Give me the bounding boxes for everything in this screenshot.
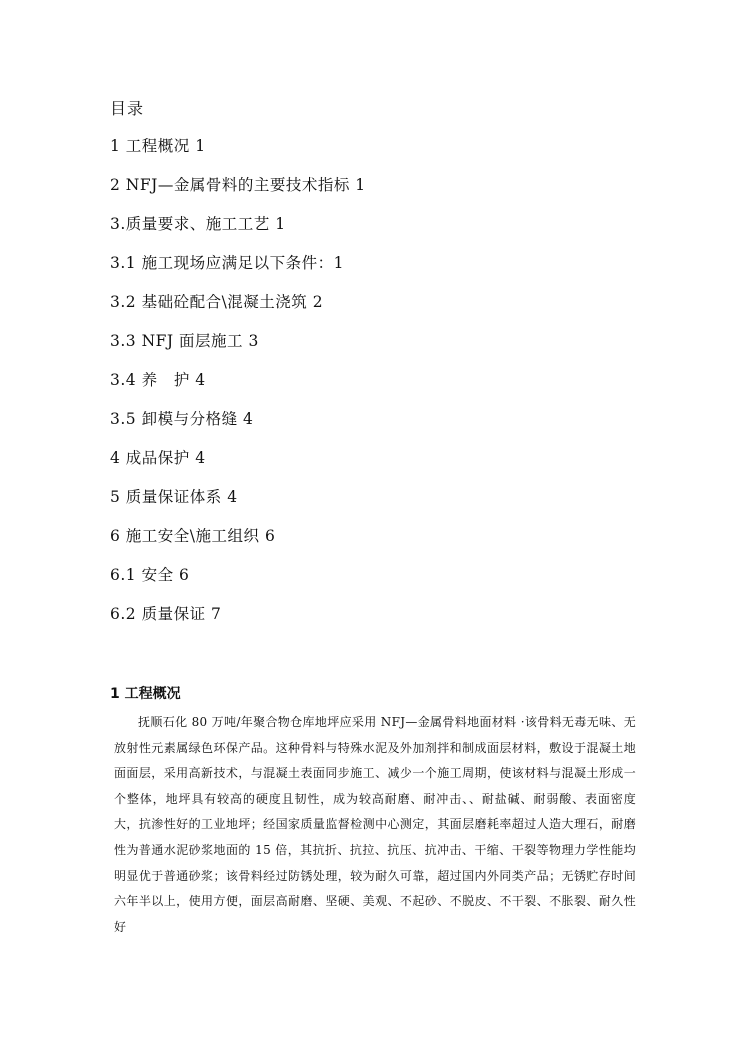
toc-item-1[interactable]: 1 工程概况 1 xyxy=(110,137,206,155)
toc-heading: 目录 xyxy=(110,99,145,118)
section-paragraph: 抚顺石化 80 万吨/年聚合物仓库地坪应采用 NFJ—金属骨料地面材料 ·该骨料无毒无味、无放射性元素属绿色环保产品。这种骨料与特殊水泥及外加剂拌和制成面层材料，敷设于混凝土地面面层，采用高新技术，与混凝土表面同步施工、减少一个施工周期，使该材料与混凝土形成一个整体，地坪具有较高的硬度且韧性，成为较高耐磨、耐冲击、、耐盐碱、耐弱酸、表面密度大，抗渗性好的工业地坪；经国家质量监督检测中心测定，其面层磨耗率超过人造大理石，耐磨性为普通水泥砂浆地面的 15 倍，其抗折、抗拉、抗压、抗冲击、干缩、干裂等物理力学性能均明显优于普通砂浆；该骨料经过防锈处理，较为耐久可靠，超过国内外同类产品；无锈贮存时间六年半以上，使用方便，面层高耐磨、坚硬、美观、不起砂、不脱皮、不干裂、不胀裂、耐久性好 xyxy=(114,715,636,934)
toc-item-3-2[interactable]: 3.2 基础砼配合\混凝土浇筑 2 xyxy=(110,293,324,311)
toc-item-3-4[interactable]: 3.4 养 护 4 xyxy=(110,371,206,389)
toc-item-3-5[interactable]: 3.5 卸模与分格缝 4 xyxy=(110,410,254,428)
section-title: 1 工程概况 xyxy=(110,686,181,702)
toc-item-6[interactable]: 6 施工安全\施工组织 6 xyxy=(110,527,276,545)
toc-item-3-1[interactable]: 3.1 施工现场应满足以下条件：1 xyxy=(110,254,344,272)
toc-item-6-1[interactable]: 6.1 安全 6 xyxy=(110,566,190,584)
toc-item-2[interactable]: 2 NFJ—金属骨料的主要技术指标 1 xyxy=(110,176,366,194)
toc-item-6-2[interactable]: 6.2 质量保证 7 xyxy=(110,605,222,623)
table-of-contents xyxy=(110,136,366,643)
toc-item-4[interactable]: 4 成品保护 4 xyxy=(110,449,206,467)
toc-item-5[interactable]: 5 质量保证体系 4 xyxy=(110,488,238,506)
toc-item-3-3[interactable]: 3.3 NFJ 面层施工 3 xyxy=(110,332,259,350)
toc-item-3[interactable]: 3.质量要求、施工工艺 1 xyxy=(110,215,286,233)
